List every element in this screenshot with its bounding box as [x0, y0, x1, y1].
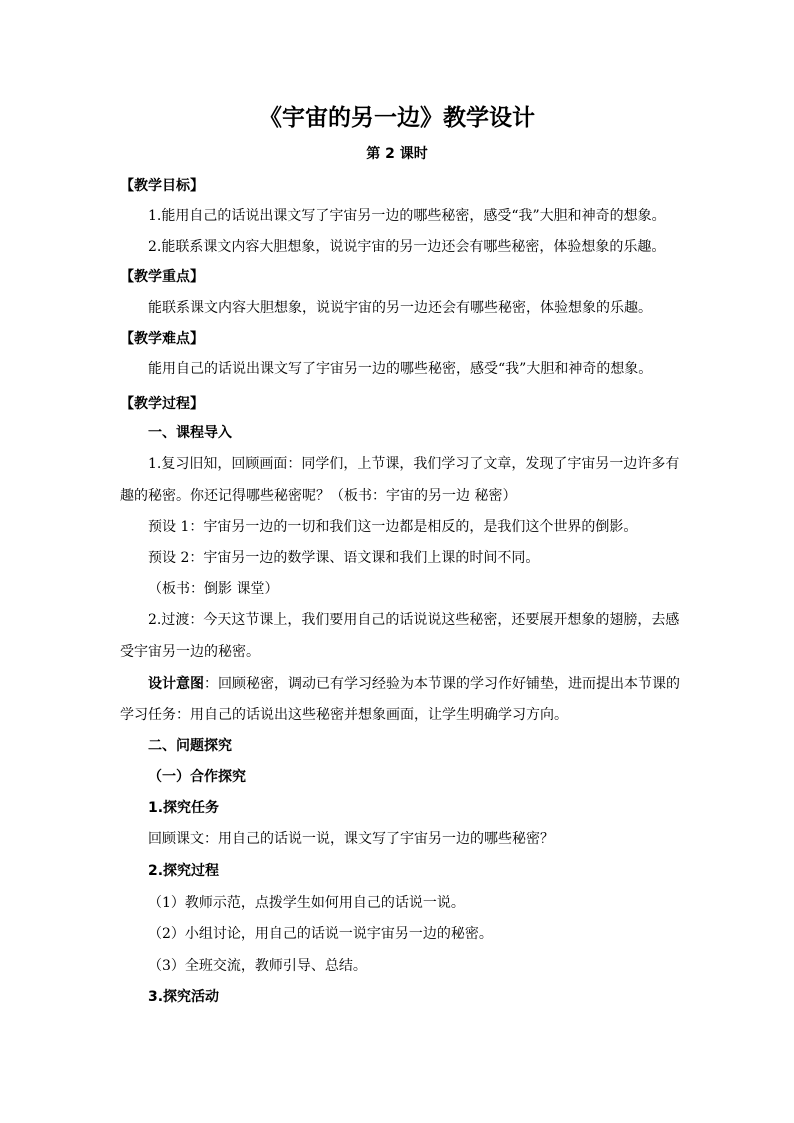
design-intent-text: ：回顾秘密，调动已有学习经验为本节课的学习作好铺垫，进而提出本节课的: [204, 676, 680, 692]
board-note-2: （板书：倒影 课堂）: [148, 581, 279, 597]
lesson-number: 第 2 课时: [366, 146, 428, 162]
inquiry-activity-heading: 3.探究活动: [148, 989, 220, 1005]
inquiry-process-heading: 2.探究过程: [148, 863, 220, 879]
difficulty-text: 能用自己的话说出课文写了宇宙另一边的哪些秘密，感受“我”大胆和神奇的想象。: [148, 361, 653, 377]
document-title: 《宇宙的另一边》教学设计: [259, 105, 535, 131]
design-intent-line1: [148, 673, 704, 695]
cooperative-inquiry-heading: （一）合作探究: [148, 769, 246, 785]
preset-2: 预设 2：宇宙另一边的数学课、语文课和我们上课的时间不同。: [148, 550, 540, 566]
process-step-1: （1）教师示范，点拨学生如何用自己的话说一说。: [148, 895, 465, 911]
part1-heading: 一、课程导入: [148, 425, 232, 441]
part1-para2-line1: 2.过渡：今天这节课上，我们要用自己的话说说这些秘密，还要展开想象的翅膀，去感: [148, 612, 680, 628]
part1-para1-line1: 1.复习旧知，回顾画面：同学们，上节课，我们学习了文章，发现了宇宙另一边许多有: [148, 456, 680, 472]
goal-2: 2.能联系课文内容大胆想象，说说宇宙的另一边还会有哪些秘密，体验想象的乐趣。: [148, 239, 666, 255]
key-points-heading: 【教学重点】: [120, 269, 204, 285]
design-intent-line2: 学习任务：用自己的话说出这些秘密并想象画面，让学生明确学习方向。: [120, 707, 568, 723]
preset-1: 预设 1：宇宙另一边的一切和我们这一边都是相反的，是我们这个世界的倒影。: [148, 519, 638, 535]
inquiry-task-heading: 1.探究任务: [148, 800, 220, 816]
part2-heading: 二、问题探究: [148, 738, 232, 754]
part1-para1-line2: 趣的秘密。你还记得哪些秘密呢？（板书：宇宙的另一边 秘密）: [120, 488, 517, 504]
design-intent-label: 设计意图: [148, 676, 204, 692]
process-heading: 【教学过程】: [120, 396, 204, 412]
goal-1: 1.能用自己的话说出课文写了宇宙另一边的哪些秘密，感受“我”大胆和神奇的想象。: [148, 208, 666, 224]
part1-para2-line2: 受宇宙另一边的秘密。: [120, 644, 260, 660]
process-step-3: （3）全班交流，教师引导、总结。: [148, 958, 367, 974]
inquiry-task-text: 回顾课文：用自己的话说一说，课文写了宇宙另一边的哪些秘密？: [148, 831, 554, 847]
difficulty-heading: 【教学难点】: [120, 331, 204, 347]
key-points-text: 能联系课文内容大胆想象，说说宇宙的另一边还会有哪些秘密，体验想象的乐趣。: [148, 300, 652, 316]
process-step-2: （2）小组讨论，用自己的话说一说宇宙另一边的秘密。: [148, 926, 493, 942]
goals-heading: 【教学目标】: [120, 178, 204, 194]
